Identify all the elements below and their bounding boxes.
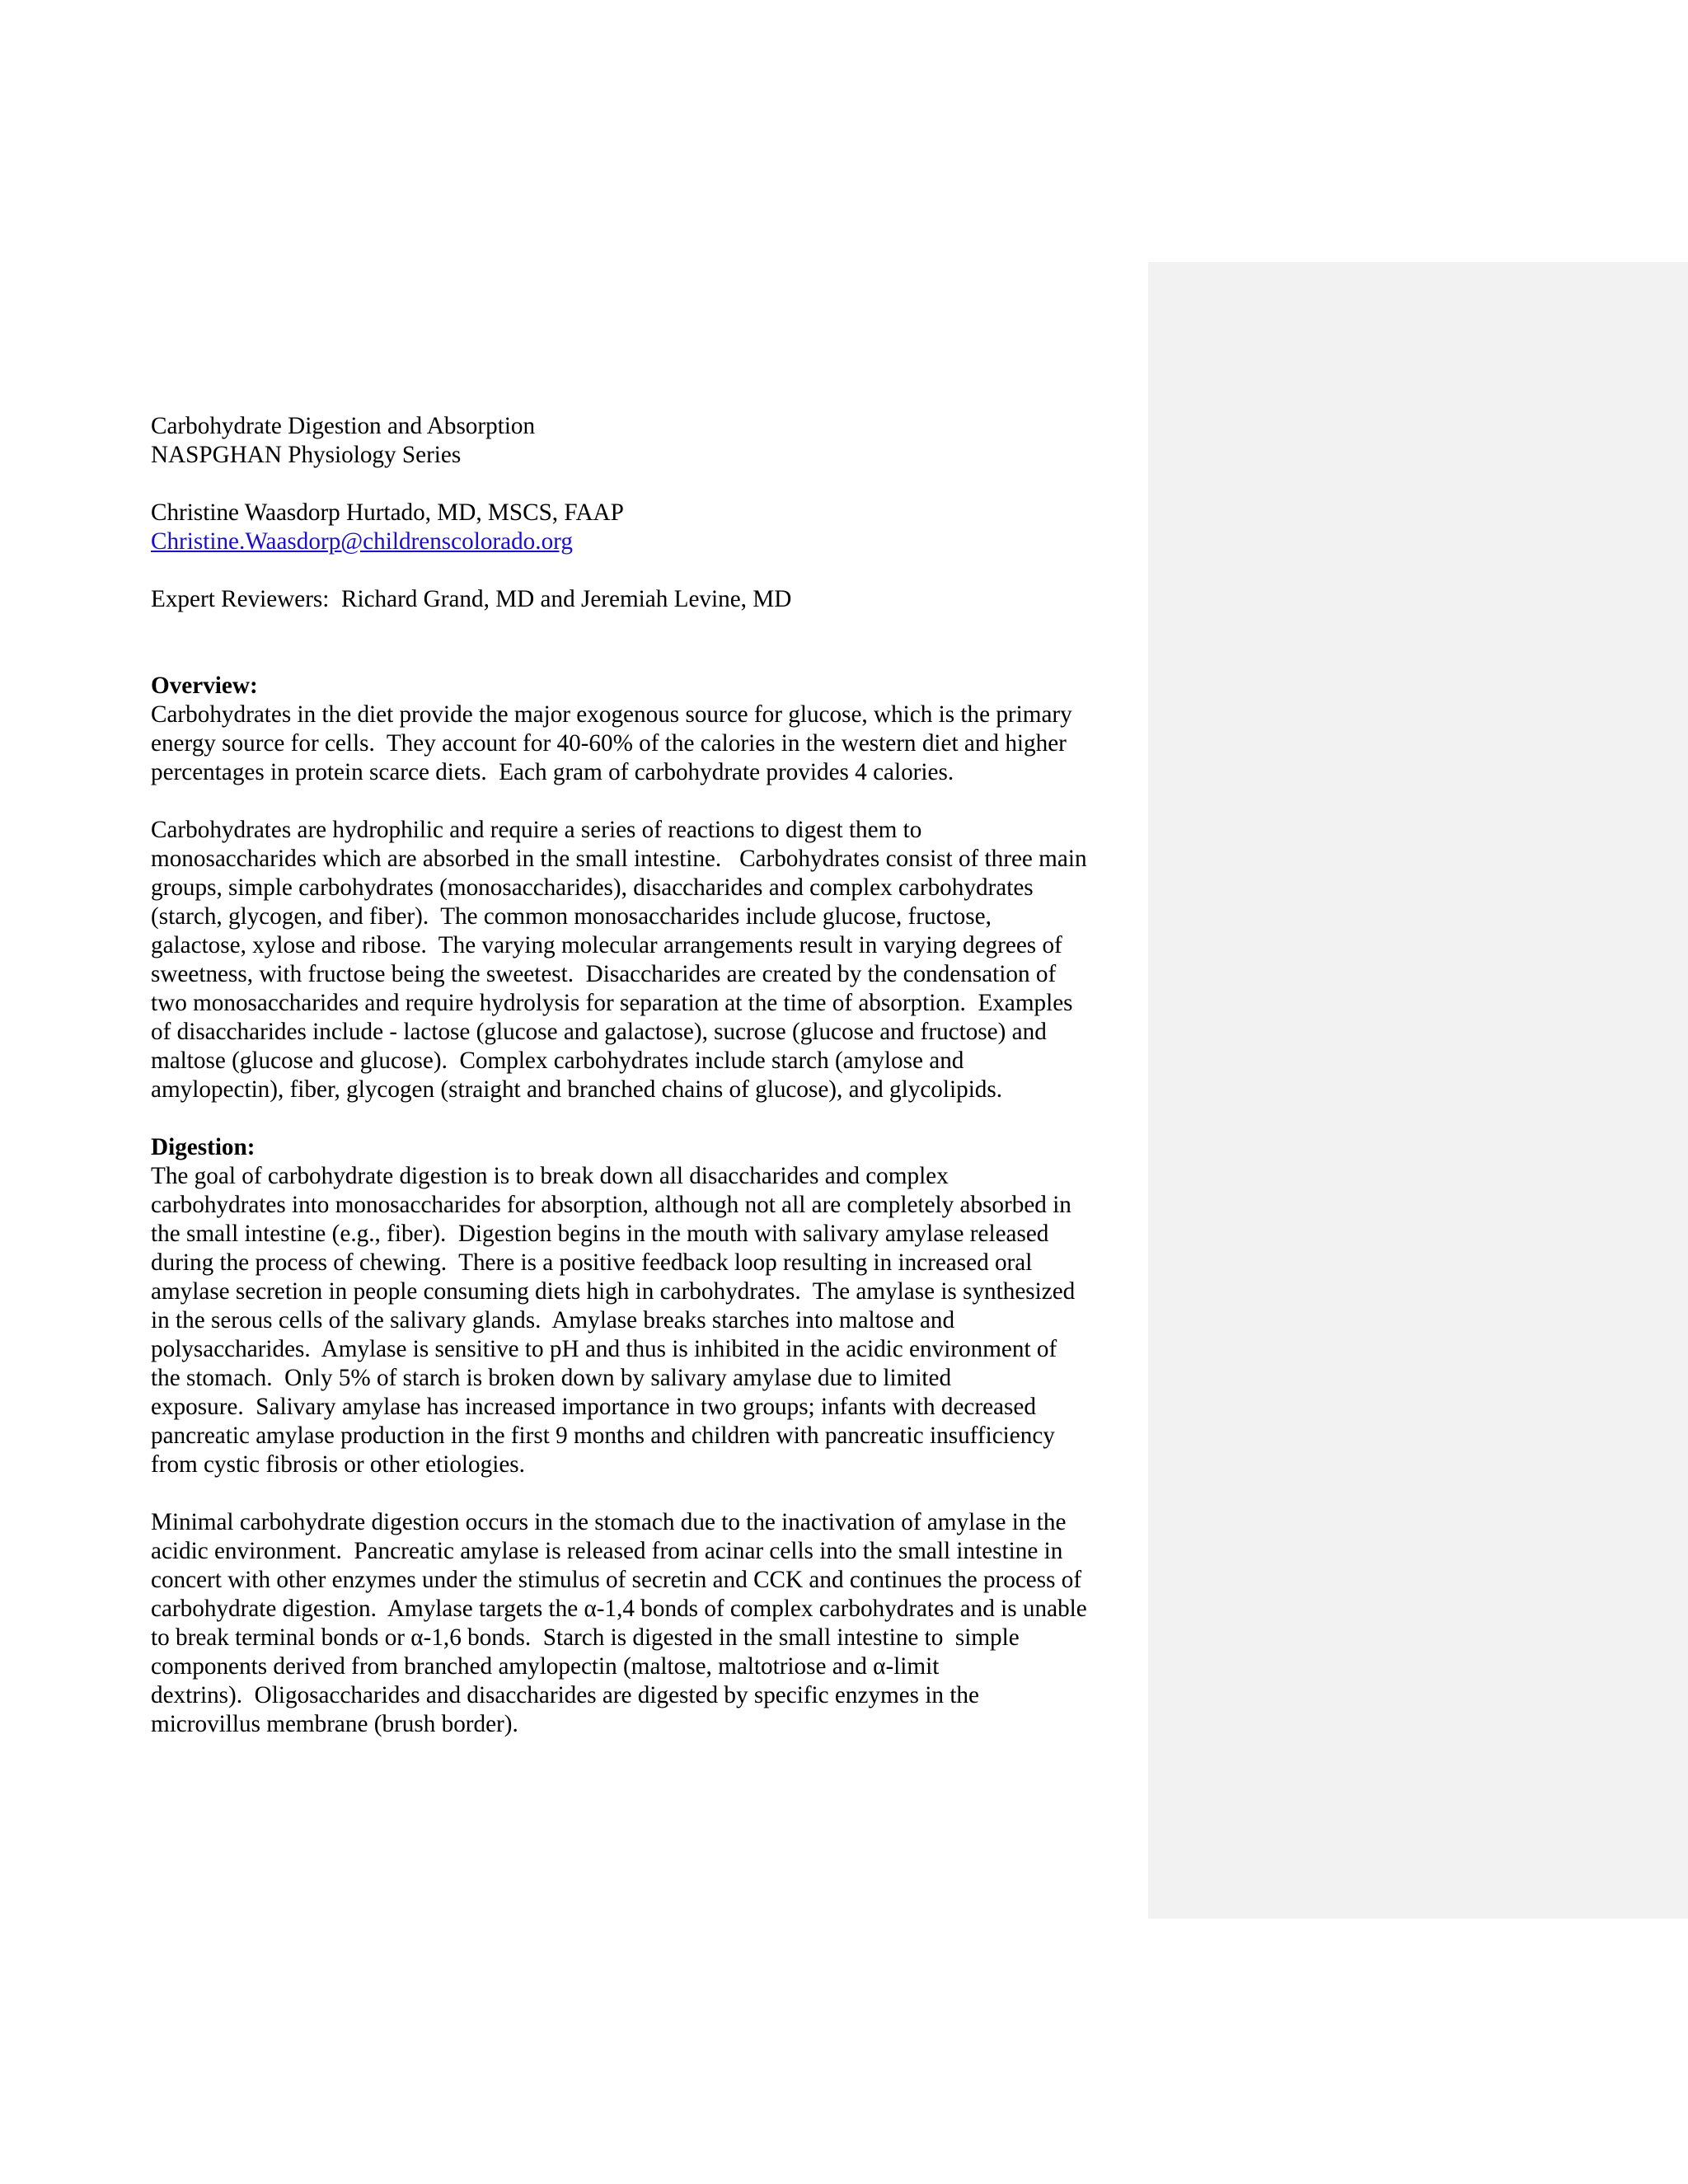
spacer (151, 470, 1140, 499)
paragraph-line: from cystic fibrosis or other etiologies. (151, 1451, 525, 1478)
spacer (151, 643, 1140, 672)
paragraph-line: carbohydrates into monosaccharides for absorption, although not all are completely absorbed in (151, 1192, 1071, 1218)
spacer (151, 1479, 1140, 1508)
paragraph-line: the stomach. Only 5% of starch is broken down by salivary amylase due to limited (151, 1365, 952, 1391)
paragraph-line: monosaccharides which are absorbed in the small intestine. Carbohydrates consist of three main (151, 846, 1087, 872)
comment-margin-pane (1148, 262, 1688, 1919)
overview-heading: Overview: (151, 673, 258, 699)
paragraph-line: two monosaccharides and require hydrolysis for separation at the time of absorption. Examples (151, 990, 1073, 1016)
paragraph-line: to break terminal bonds or α-1,6 bonds. Starch is digested in the small intestine to simple (151, 1624, 1020, 1651)
digestion-paragraph-2 (151, 1508, 1140, 1739)
document-title: Carbohydrate Digestion and Absorption (151, 413, 536, 439)
paragraph-line: pancreatic amylase production in the first 9 months and children with pancreatic insufficiency (151, 1422, 1055, 1449)
spacer (151, 614, 1140, 643)
document-body (151, 412, 1140, 1739)
paragraph-line: exposure. Salivary amylase has increased importance in two groups; infants with decreased (151, 1394, 1036, 1420)
paragraph-line: components derived from branched amylopectin (maltose, maltotriose and α-limit (151, 1653, 940, 1680)
paragraph-line: microvillus membrane (brush border). (151, 1711, 518, 1737)
digestion-heading: Digestion: (151, 1134, 256, 1160)
paragraph-line: percentages in protein scarce diets. Each gram of carbohydrate provides 4 calories. (151, 759, 954, 785)
paragraph-line: Carbohydrates are hydrophilic and require a series of reactions to digest them to (151, 817, 922, 843)
paragraph-line: sweetness, with fructose being the sweetest. Disaccharides are created by the condensation of (151, 961, 1057, 987)
digestion-paragraph-1 (151, 1162, 1140, 1479)
paragraph-line: Carbohydrates in the diet provide the major exogenous source for glucose, which is the primary (151, 701, 1072, 728)
paragraph-line: during the process of chewing. There is a positive feedback loop resulting in increased oral (151, 1249, 1033, 1276)
paragraph-line: polysaccharides. Amylase is sensitive to pH and thus is inhibited in the acidic environment of (151, 1336, 1057, 1362)
paragraph-line: galactose, xylose and ribose. The varying molecular arrangements result in varying degrees of (151, 932, 1062, 958)
paragraph-line: dextrins). Oligosaccharides and disaccharides are digested by specific enzymes in the (151, 1682, 979, 1708)
paragraph-line: energy source for cells. They account for 40-60% of the calories in the western diet and higher (151, 730, 1067, 757)
paragraph-line: amylopectin), fiber, glycogen (straight and branched chains of glucose), and glycolipids. (151, 1076, 1003, 1103)
paragraph-line: groups, simple carbohydrates (monosaccharides), disaccharides and complex carbohydrates (151, 874, 1034, 901)
spacer (151, 787, 1140, 816)
paragraph-line: carbohydrate digestion. Amylase targets the α-1,4 bonds of complex carbohydrates and is unable (151, 1596, 1087, 1622)
paragraph-line: (starch, glycogen, and fiber). The common monosaccharides include glucose, fructose, (151, 903, 992, 930)
paragraph-line: concert with other enzymes under the stimulus of secretin and CCK and continues the process of (151, 1567, 1082, 1593)
paragraph-line: The goal of carbohydrate digestion is to break down all disaccharides and complex (151, 1163, 949, 1189)
document-series: NASPGHAN Physiology Series (151, 442, 462, 468)
spacer (151, 556, 1140, 585)
author-name: Christine Waasdorp Hurtado, MD, MSCS, FAAP (151, 499, 624, 526)
overview-paragraph-1 (151, 701, 1140, 787)
paragraph-line: maltose (glucose and glucose). Complex carbohydrates include starch (amylose and (151, 1047, 964, 1074)
paragraph-line: amylase secretion in people consuming diets high in carbohydrates. The amylase is synthesized (151, 1278, 1076, 1305)
email-link[interactable]: Christine.Waasdorp@childrenscolorado.org (151, 528, 573, 555)
author-email-link[interactable] (151, 527, 1140, 556)
spacer (151, 1104, 1140, 1133)
paragraph-line: Minimal carbohydrate digestion occurs in the stomach due to the inactivation of amylase in the (151, 1509, 1067, 1535)
overview-paragraph-2 (151, 816, 1140, 1104)
paragraph-line: acidic environment. Pancreatic amylase is released from acinar cells into the small intestine in (151, 1538, 1063, 1564)
expert-reviewers: Expert Reviewers: Richard Grand, MD and Jeremiah Levine, MD (151, 586, 792, 612)
paragraph-line: the small intestine (e.g., fiber). Digestion begins in the mouth with salivary amylase released (151, 1221, 1049, 1247)
paragraph-line: of disaccharides include - lactose (glucose and galactose), sucrose (glucose and fructose) and (151, 1019, 1047, 1045)
paragraph-line: in the serous cells of the salivary glands. Amylase breaks starches into maltose and (151, 1307, 955, 1333)
